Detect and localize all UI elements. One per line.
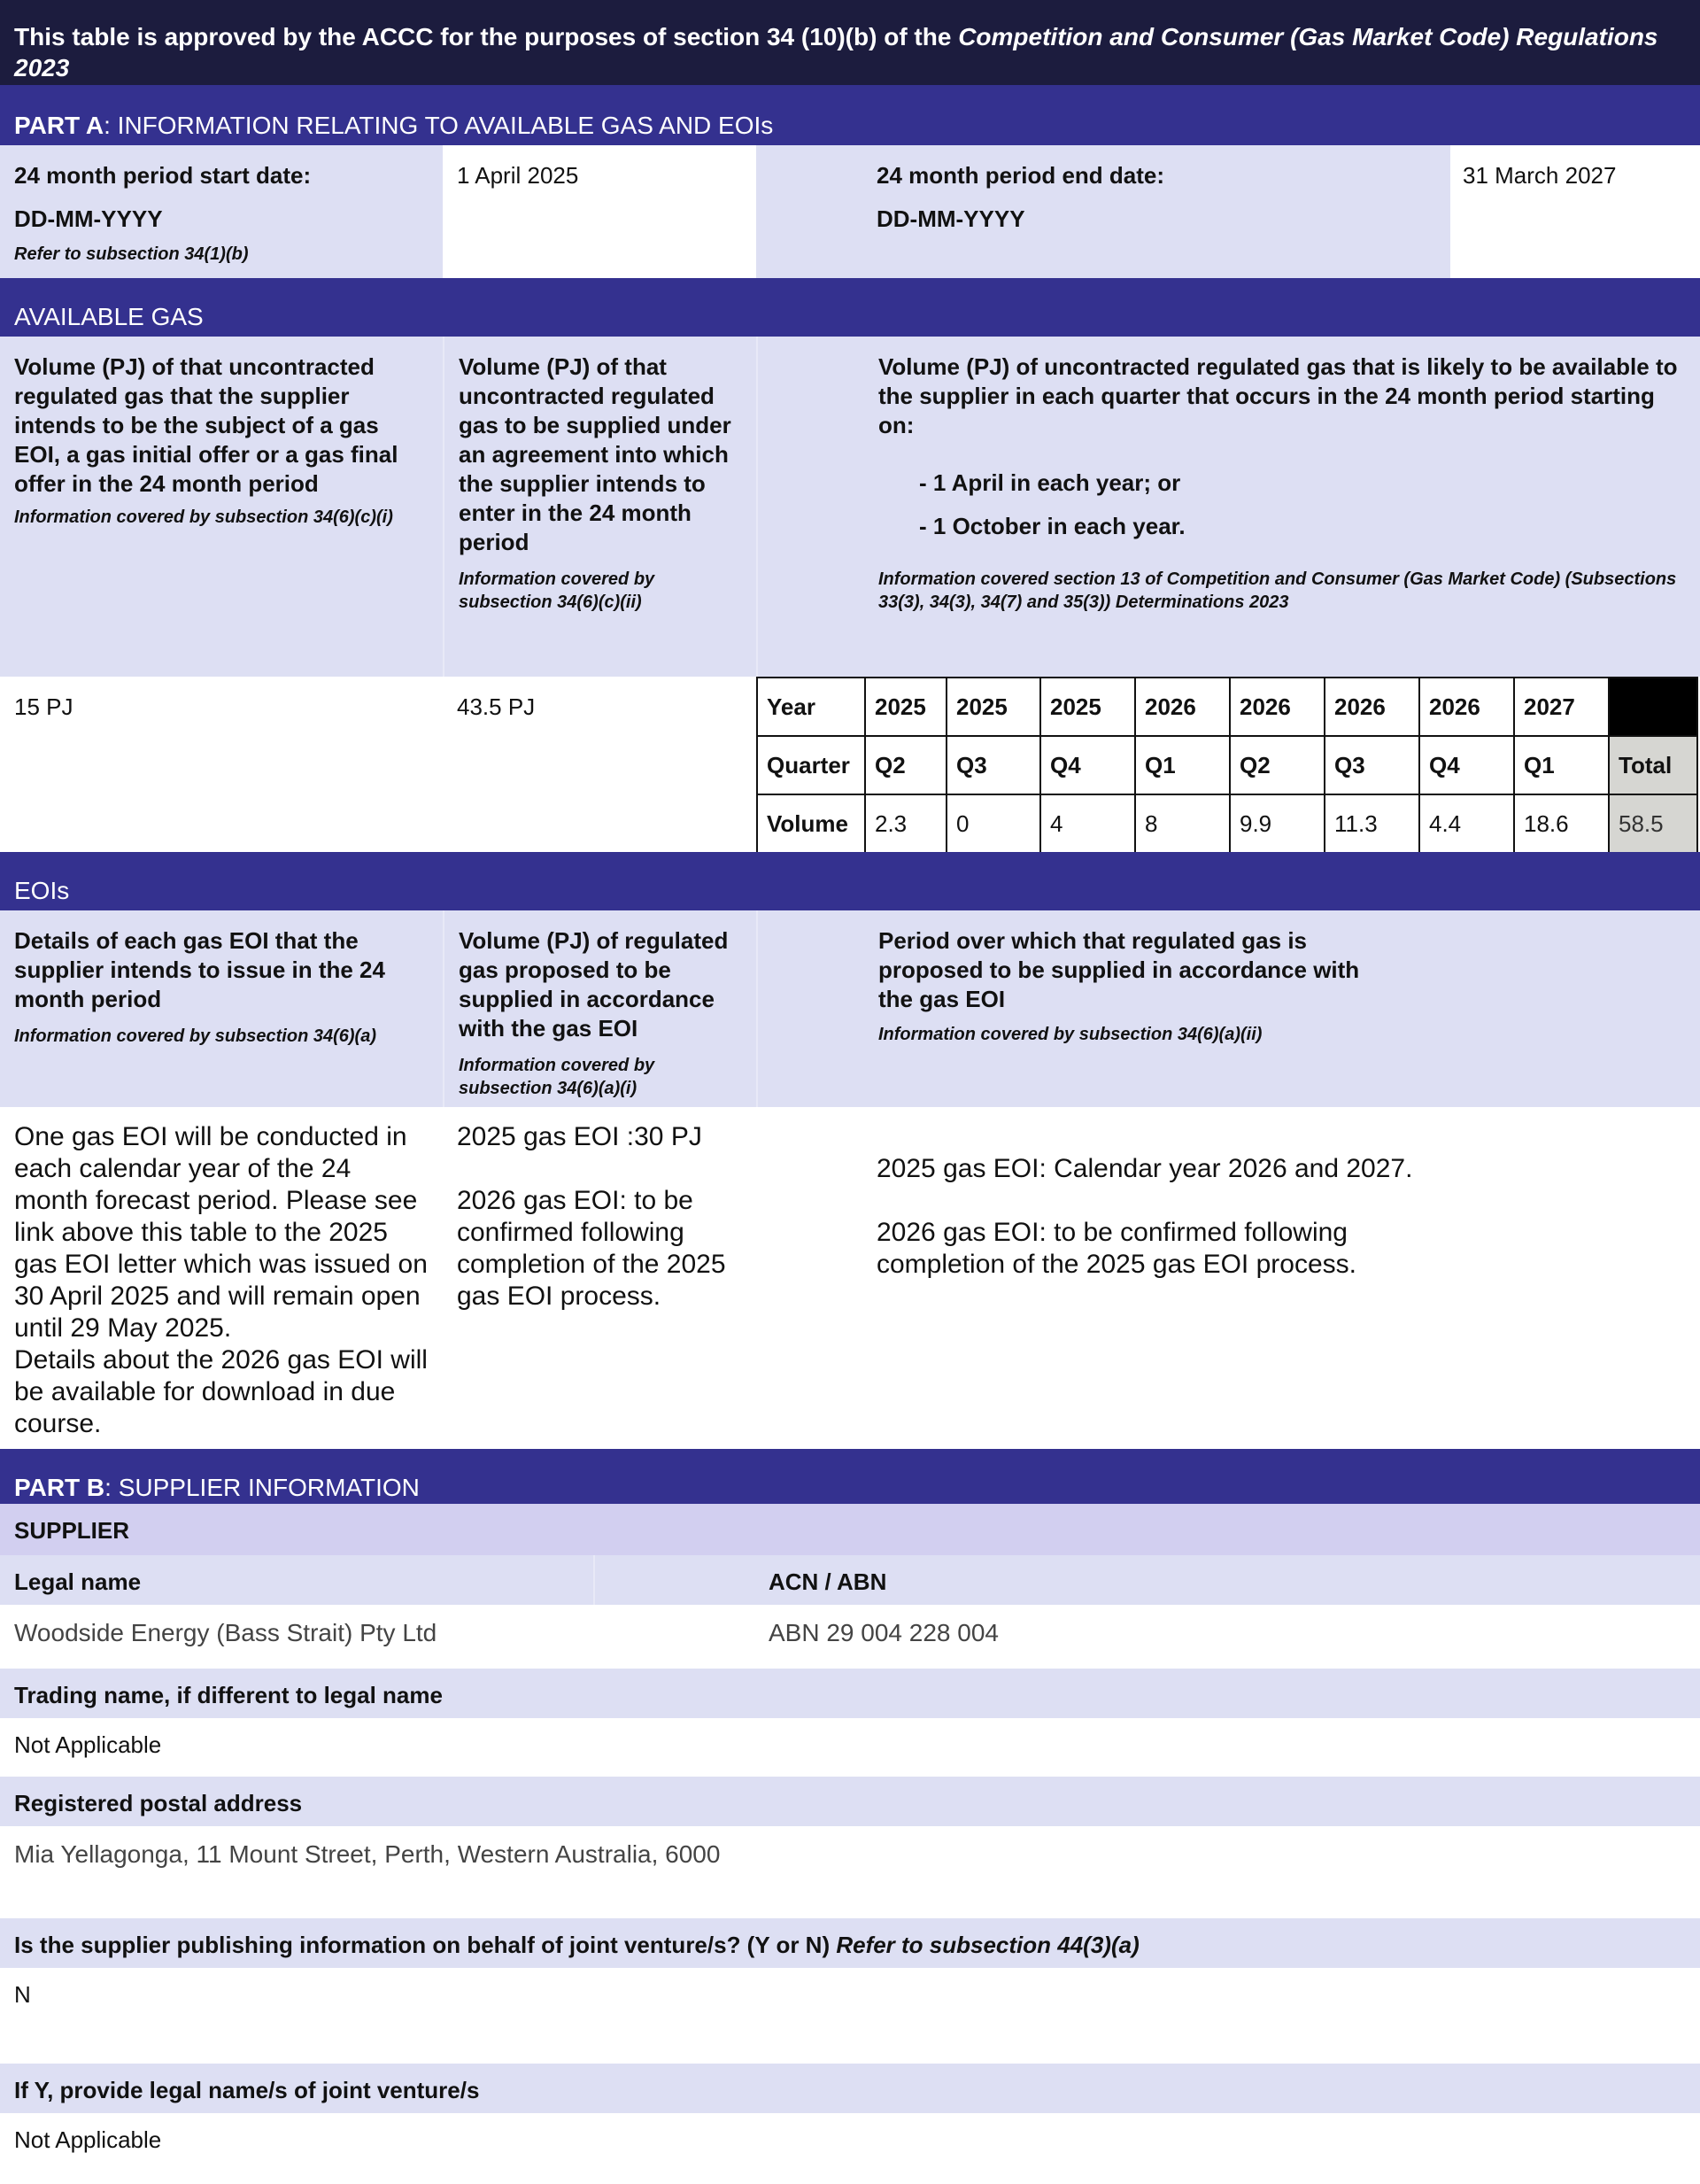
quarter-label: Quarter xyxy=(757,736,865,794)
available-col2-value: 43.5 PJ xyxy=(457,693,536,720)
year-cell: 2026 xyxy=(1419,678,1514,736)
jv-names-label: If Y, provide legal name/s of joint venture/s xyxy=(0,2064,1700,2113)
available-col3-bullet1: - 1 April in each year; or xyxy=(919,469,1181,496)
trading-name-label: Trading name, if different to legal name xyxy=(0,1669,1700,1718)
part-b-header xyxy=(0,1449,1700,1504)
volume-cell: 2.3 xyxy=(865,794,947,853)
eois-col3-title: Period over which that regulated gas is proposed to be supplied in accordance with the gas EOI xyxy=(878,927,1360,1012)
jv-question xyxy=(0,1918,1700,1968)
supplier-header: SUPPLIER xyxy=(0,1504,1700,1555)
eois-col3-ref: Information covered by subsection 34(6)(a)(ii) xyxy=(878,1025,1263,1044)
year-row xyxy=(757,678,1697,736)
total-value: 58.5 xyxy=(1609,794,1697,853)
postal-address-label: Registered postal address xyxy=(0,1777,1700,1826)
eois-col2-ref: Information covered by subsection 34(6)(a)(i) xyxy=(459,1056,655,1098)
eois-col1-ref: Information covered by subsection 34(6)(a) xyxy=(14,1026,376,1046)
available-col2-heading xyxy=(443,337,756,677)
available-col2-title: Volume (PJ) of that uncontracted regulated gas to be supplied under an agreement into which the supplier intends to enter in the 24 month period xyxy=(459,353,731,555)
available-col3-ref: Information covered section 13 of Competition and Consumer (Gas Market Code) (Subsections 33(3), 34(3), 34(7) and 35(3)) Determinations 2023 xyxy=(878,569,1677,612)
start-date-value: 1 April 2025 xyxy=(457,162,579,189)
end-date-label: 24 month period end date: xyxy=(877,162,1165,189)
available-gas-headings xyxy=(0,337,1700,677)
year-cell: 2025 xyxy=(1040,678,1135,736)
eois-col1-value: One gas EOI will be conducted in each calendar year of the 24 month forecast period. Please see link above this table to the 2025 gas EOI letter which was issued on 30 April 2025 and will remain open until 29 May 2025. Details about the 2026 gas EOI will be available for download in due course. xyxy=(14,1122,428,1438)
end-date-label-cell xyxy=(756,145,1450,278)
volume-cell: 4.4 xyxy=(1419,794,1514,853)
eois-headings xyxy=(0,910,1700,1107)
quarterly-volume-table xyxy=(756,677,1698,854)
part-b-label: PART B xyxy=(14,1474,105,1501)
trading-name-value: Not Applicable xyxy=(0,1718,1700,1777)
available-col1-ref: Information covered by subsection 34(6)(c)(i) xyxy=(14,507,393,527)
available-gas-header: AVAILABLE GAS xyxy=(0,278,1700,337)
eois-values xyxy=(0,1107,1700,1449)
quarter-row xyxy=(757,736,1697,794)
label-divider xyxy=(593,1555,595,1605)
eois-col2-title: Volume (PJ) of regulated gas proposed to be supplied in accordance with the gas EOI xyxy=(459,927,729,1042)
quarter-cell: Q2 xyxy=(865,736,947,794)
available-col1-heading xyxy=(0,337,443,545)
available-col3-title: Volume (PJ) of uncontracted regulated gas that is likely to be available to the supplier in each quarter that occurs in the 24 month period starting on: xyxy=(878,353,1678,438)
part-a-header xyxy=(0,85,1700,145)
approval-banner xyxy=(0,0,1700,85)
eois-col1-title: Details of each gas EOI that the supplier intends to issue in the 24 month period xyxy=(14,927,385,1012)
start-date-label-cell xyxy=(0,145,443,278)
year-cell: 2026 xyxy=(1325,678,1419,736)
total-header-blank xyxy=(1609,678,1697,736)
jv-question-text: Is the supplier publishing information on behalf of joint venture/s? (Y or N) xyxy=(14,1932,837,1958)
quarter-cell: Q2 xyxy=(1230,736,1325,794)
approval-regulation: Competition and Consumer (Gas Market Code) Regulations 2023 xyxy=(14,23,1658,81)
part-a-label: PART A xyxy=(14,112,104,139)
quarter-cell: Q1 xyxy=(1135,736,1230,794)
end-date-format: DD-MM-YYYY xyxy=(877,205,1025,232)
available-col2-ref: Information covered by subsection 34(6)(c)(ii) xyxy=(459,569,655,612)
eois-col2-value: 2025 gas EOI :30 PJ 2026 gas EOI: to be confirmed following completion of the 2025 gas EOI process. xyxy=(457,1122,726,1311)
year-cell: 2026 xyxy=(1230,678,1325,736)
eois-col1-heading xyxy=(0,910,443,1064)
jv-names-value: Not Applicable xyxy=(0,2113,1700,2184)
quarter-cell: Q4 xyxy=(1419,736,1514,794)
volume-cell: 8 xyxy=(1135,794,1230,853)
legal-name-value: Woodside Energy (Bass Strait) Pty Ltd xyxy=(14,1619,437,1646)
legal-abn-values xyxy=(0,1605,1700,1669)
postal-address-value: Mia Yellagonga, 11 Mount Street, Perth, Western Australia, 6000 xyxy=(0,1826,1700,1918)
part-a-title: : INFORMATION RELATING TO AVAILABLE GAS AND EOIs xyxy=(104,112,774,139)
approval-text: This table is approved by the ACCC for the purposes of section 34 (10)(b) of the xyxy=(14,23,959,50)
year-cell: 2027 xyxy=(1514,678,1609,736)
part-b-title: : SUPPLIER INFORMATION xyxy=(104,1474,420,1501)
volume-label: Volume xyxy=(757,794,865,853)
eois-col2-heading xyxy=(443,910,756,1107)
volume-cell: 11.3 xyxy=(1325,794,1419,853)
quarter-cell: Q3 xyxy=(947,736,1040,794)
eois-header: EOIs xyxy=(0,852,1700,910)
end-date-value: 31 March 2027 xyxy=(1463,162,1617,189)
abn-label: ACN / ABN xyxy=(769,1568,887,1595)
available-col3-bullet2: - 1 October in each year. xyxy=(919,513,1186,539)
start-date-label: 24 month period start date: xyxy=(14,162,312,189)
legal-abn-labels xyxy=(0,1555,1700,1605)
volume-row xyxy=(757,794,1697,853)
eois-col3-heading xyxy=(756,910,1700,1107)
start-date-ref: Refer to subsection 34(1)(b) xyxy=(14,244,249,264)
start-date-format: DD-MM-YYYY xyxy=(14,205,163,232)
eois-col3-value: 2025 gas EOI: Calendar year 2026 and 2027. 2026 gas EOI: to be confirmed following completion of the 2025 gas EOI process. xyxy=(877,1154,1413,1279)
volume-cell: 4 xyxy=(1040,794,1135,853)
available-col1-value: 15 PJ xyxy=(14,693,73,720)
volume-cell: 0 xyxy=(947,794,1040,853)
abn-value: ABN 29 004 228 004 xyxy=(769,1619,999,1646)
jv-question-ref: Refer to subsection 44(3)(a) xyxy=(836,1932,1140,1958)
jv-value: N xyxy=(0,1968,1700,2064)
quarter-cell: Q4 xyxy=(1040,736,1135,794)
available-col3-heading xyxy=(756,337,1700,677)
period-row xyxy=(0,145,1700,278)
year-label: Year xyxy=(757,678,865,736)
quarter-cell: Q3 xyxy=(1325,736,1419,794)
quarter-cell: Q1 xyxy=(1514,736,1609,794)
year-cell: 2025 xyxy=(865,678,947,736)
year-cell: 2026 xyxy=(1135,678,1230,736)
legal-name-label: Legal name xyxy=(14,1568,142,1595)
year-cell: 2025 xyxy=(947,678,1040,736)
volume-cell: 18.6 xyxy=(1514,794,1609,853)
available-col1-title: Volume (PJ) of that uncontracted regulated gas that the supplier intends to be the subject of a gas EOI, a gas initial offer or a gas final offer in the 24 month period xyxy=(14,353,398,497)
total-label: Total xyxy=(1609,736,1697,794)
volume-cell: 9.9 xyxy=(1230,794,1325,853)
